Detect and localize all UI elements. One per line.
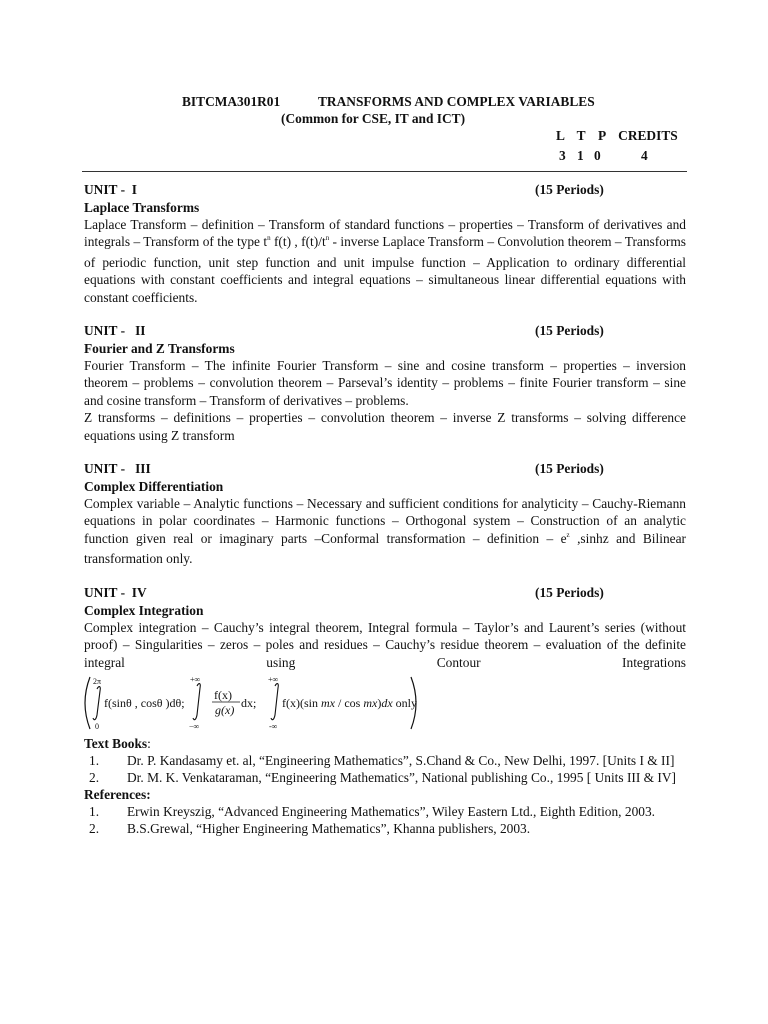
unit-2-description: Fourier Transform – The infinite Fourier Transform – sine and cosine transform – properties – inversion theorem – problems – convolution theorem – Parseval’s identity – problems – finite Fourier transform – sine and cosine transform – Transform of derivatives – problems. bbox=[84, 358, 686, 408]
ltp-value-l: 3 bbox=[559, 148, 566, 163]
unit-label: UNIT - III bbox=[84, 461, 151, 477]
integral-3-sign bbox=[271, 683, 278, 719]
course-title: TRANSFORMS AND COMPLEX VARIABLES bbox=[318, 94, 595, 109]
integral-2-lower: −∞ bbox=[189, 721, 200, 731]
contour-integrals-formula bbox=[84, 673, 686, 735]
integral-2-denominator: g(x) bbox=[215, 702, 235, 717]
unit-label: UNIT - II bbox=[84, 323, 146, 339]
ltp-credits-labels: L T P CREDITS bbox=[556, 128, 678, 143]
unit-3-description: Complex variable – Analytic functions – Necessary and sufficient conditions for analyticity – Cauchy-Riemann equations in polar coordinates – Harmonic functions – Orthogonal system – Construction of an analytic function given real or imaginary parts –Conformal transformation – definition – $e^z$ ,sinhz and Bilinear transformation only. bbox=[84, 496, 686, 567]
formula-svg bbox=[78, 673, 438, 735]
integral-1-sign bbox=[93, 686, 100, 719]
unit-periods: (15 Periods) bbox=[535, 584, 604, 600]
unit-3-heading: Complex Differentiation bbox=[84, 479, 224, 495]
unit-4-heading: Complex Integration bbox=[84, 602, 204, 618]
integral-1-upper: 2π bbox=[93, 676, 102, 686]
course-code: BITCMA301R01 bbox=[182, 94, 281, 109]
unit-1-heading: Laplace Transforms bbox=[84, 200, 200, 215]
integral-2-sign bbox=[193, 683, 200, 719]
unit-2-header bbox=[84, 323, 686, 340]
unit-4-description: Complex integration – Cauchy’s integral theorem, Integral formula – Taylor’s and Laurent’s series (without proof) – Singularities – zeros – poles and residues – Cauchy’s residue theorem – evaluation of the definite integral using Contour Integrations bbox=[84, 619, 686, 670]
integral-2-upper: +∞ bbox=[190, 674, 201, 684]
unit-periods: (15 Periods) bbox=[535, 461, 604, 477]
unit-periods: (15 Periods) bbox=[535, 323, 604, 339]
syllabus-content bbox=[84, 182, 686, 837]
reference-item: 1. Erwin Kreyszig, “Advanced Engineering Mathematics”, Wiley Eastern Ltd., Eighth Edition, 2003. bbox=[89, 803, 656, 819]
integral-2-numerator: f(x) bbox=[214, 687, 232, 702]
integral-1-body: f(sinθ , cosθ )dθ; bbox=[104, 695, 185, 710]
references-heading: References: bbox=[84, 786, 151, 802]
reference-item: 2. B.S.Grewal, “Higher Engineering Mathematics”, Khanna publishers, 2003. bbox=[89, 820, 531, 836]
unit-label: UNIT - IV bbox=[84, 584, 147, 600]
unit-1-header bbox=[84, 182, 686, 199]
unit-2-description-z: Z transforms – definitions – properties – convolution theorem – inverse Z transforms – solving difference equations using Z transform bbox=[84, 410, 686, 443]
unit-1-description: Laplace Transform – definition – Transform of standard functions – properties – Transform of derivatives and integrals – Transform of the type $t^n$ f(t) , $f(t)/t^n$ - inverse Laplace Transform – Convolution theorem – Transforms of periodic function, unit step function and unit impulse function – Application to ordinary differential equations with constant coefficients and integral equations – simultaneous linear differential equations with constant coefficients. bbox=[84, 217, 687, 305]
course-common-note: (Common for CSE, IT and ICT) bbox=[281, 111, 466, 126]
integral-2-tail: dx; bbox=[241, 695, 257, 710]
unit-periods: (15 Periods) bbox=[535, 182, 604, 197]
text-books-section: Text Books: 1. Dr. P. Kandasamy et. al, “Engineering Mathematics”, S.Chand & Co., New Delhi, 1997. [Units I & II] 2. Dr. M. K. Venkataraman, “Engineering Mathematics”, National publishing Co., 1995 [ Units III & IV] References: 1. Erwin Kreyszig, “Advanced Engineering Mathematics”, Wiley Eastern Ltd., Eighth Edition, 2003. 2. B.S.Grewal, “Higher Engineering Mathematics”, Khanna publishers, 2003. bbox=[84, 735, 686, 837]
text-book-item: 1. Dr. P. Kandasamy et. al, “Engineering Mathematics”, S.Chand & Co., New Delhi, 1997. [Units I & II] bbox=[89, 752, 675, 768]
unit-2-heading: Fourier and Z Transforms bbox=[84, 341, 235, 357]
unit-3-header bbox=[84, 461, 686, 478]
integral-3-upper: +∞ bbox=[268, 674, 279, 684]
text-book-item: 2. Dr. M. K. Venkataraman, “Engineering Mathematics”, National publishing Co., 1995 [ Units III & IV] bbox=[89, 769, 677, 785]
unit-label: UNIT - I bbox=[84, 182, 137, 197]
integral-1-lower: 0 bbox=[95, 721, 99, 731]
integral-3-lower: -∞ bbox=[269, 721, 278, 731]
ltp-value-t: 1 bbox=[577, 148, 584, 163]
text-books-heading: Text Books bbox=[84, 735, 148, 751]
ltp-value-credits: 4 bbox=[641, 148, 648, 163]
integral-3-body: f(x)(sin mx / cos mx)dx only bbox=[282, 695, 418, 710]
ltp-value-p: 0 bbox=[594, 148, 601, 163]
header-divider bbox=[82, 171, 687, 172]
left-paren bbox=[85, 677, 90, 729]
unit-4-header bbox=[84, 585, 686, 602]
